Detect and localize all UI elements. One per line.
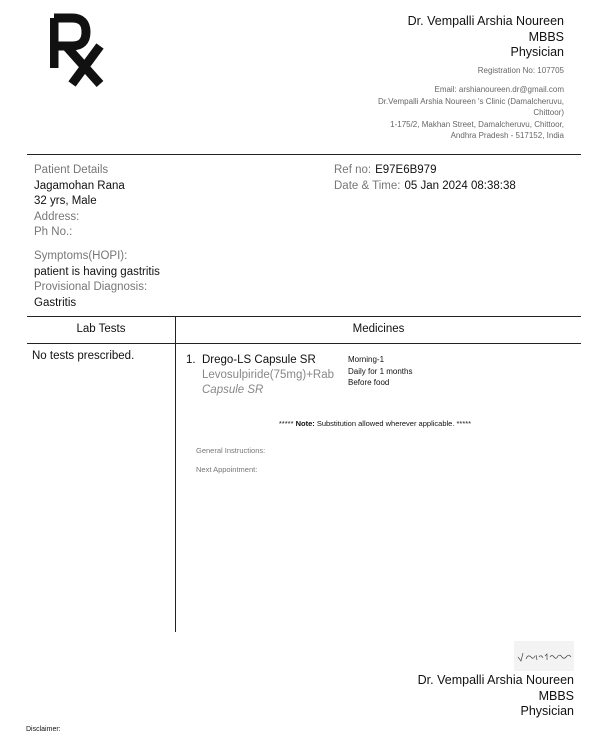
dosage-food: Before food (348, 378, 390, 387)
note-text: Substitution allowed wherever applicable. ***** (314, 419, 472, 428)
lab-tests-header: Lab Tests (76, 323, 126, 335)
table-header-border (27, 343, 581, 344)
table-column-divider (175, 316, 176, 632)
clinic-name-line2: Chittoor) (533, 108, 564, 117)
ref-value: E97E6B979 (375, 164, 437, 176)
lab-tests-value: No tests prescribed. (32, 350, 135, 362)
rx-logo-icon (50, 10, 110, 90)
doctor-header (378, 14, 564, 142)
doctor-degree: MBBS (528, 29, 564, 44)
medicine-dosage (348, 354, 412, 389)
medicines-header: Medicines (352, 323, 405, 335)
patient-age-sex: 32 yrs, Male (34, 195, 97, 208)
dosage-timing: Morning-1 (348, 355, 385, 364)
medicine-name: Drego-LS Capsule SR (201, 354, 316, 366)
medicine-number: 1. (186, 354, 196, 366)
footer-doctor-name: Dr. Vempalli Arshia Noureen (417, 673, 574, 687)
footer-doctor-title: Physician (520, 704, 574, 719)
footer-doctor (418, 673, 574, 720)
dosage-duration: Daily for 1 months (348, 366, 413, 376)
diagnosis-value: Gastritis (34, 296, 77, 309)
header-divider (27, 154, 581, 155)
doctor-name: Dr. Vempalli Arshia Noureen (407, 14, 564, 28)
footer-doctor-degree: MBBS (538, 688, 574, 703)
address-label: Address: (34, 210, 80, 223)
reference-info (334, 163, 516, 194)
medicine-form: Capsule SR (202, 384, 264, 396)
patient-details-label: Patient Details (34, 164, 109, 176)
medicine-item (186, 353, 334, 398)
diagnosis-label: Provisional Diagnosis: (34, 281, 148, 294)
note-bold: Note: (295, 419, 315, 428)
disclaimer-label: Disclaimer: (26, 726, 61, 733)
next-appointment-label: Next Appointment: (196, 465, 258, 474)
medicine-generic: Levosulpiride(75mg)+Rab (202, 369, 335, 381)
symptoms-label: Symptoms(HOPI): (34, 249, 128, 262)
substitution-note (186, 419, 564, 428)
clinic-name-line1: Dr.Vempalli Arshia Noureen 's Clinic (Damalcheruvu, (377, 96, 564, 106)
doctor-email: Email: arshianoureen.dr@gmail.com (434, 85, 564, 94)
datetime-value: 05 Jan 2024 08:38:38 (404, 179, 516, 192)
datetime-label: Date & Time: (334, 179, 401, 192)
symptoms-value: patient is having gastritis (34, 265, 160, 278)
phone-label: Ph No.: (34, 226, 73, 239)
clinic-address-line1: 1-175/2, Makhan Street, Damalcheruvu, Chittoor, (390, 119, 564, 129)
signature-image (514, 641, 574, 671)
general-instructions-label: General Instructions: (196, 446, 266, 455)
doctor-title: Physician (510, 45, 564, 59)
ref-label: Ref no: (334, 164, 372, 176)
note-prefix: ***** (278, 419, 296, 428)
patient-name: Jagamohan Rana (34, 179, 125, 192)
clinic-address-line2: Andhra Pradesh - 517152, India (450, 131, 564, 140)
table-top-border (27, 316, 581, 317)
registration-number: Registration No: 107705 (477, 65, 564, 75)
patient-details (34, 163, 160, 311)
